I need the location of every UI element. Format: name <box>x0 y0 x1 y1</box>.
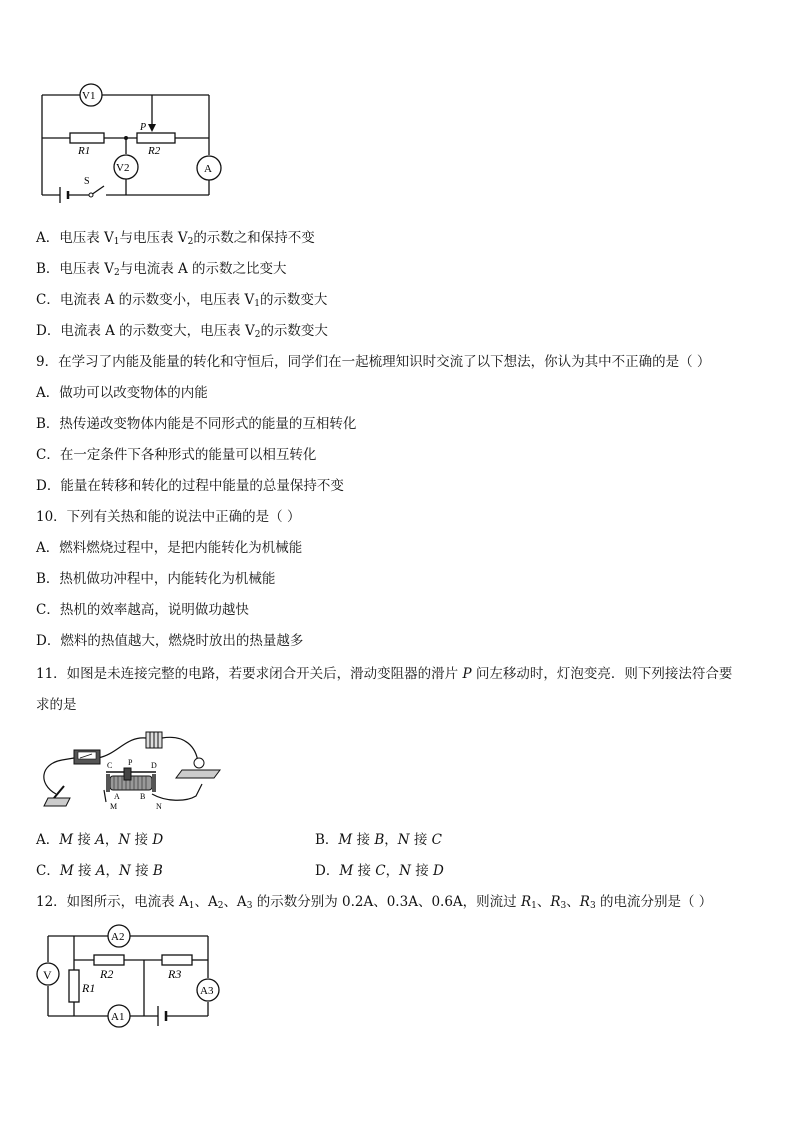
label-a3: A3 <box>200 985 214 997</box>
label-r3: R3 <box>168 967 182 981</box>
q11-option-a: A．M 接 A，N 接 D <box>36 832 164 848</box>
q10-option-d: D．燃料的热值越大，燃烧时放出的热量越多 <box>36 633 304 649</box>
label-p: P <box>128 758 133 767</box>
q8-option-c: C．电流表 A 的示数变小，电压表 $V_1$的示数变大 <box>36 292 328 309</box>
label-r1: R1 <box>78 145 91 157</box>
label-v: V <box>43 968 52 982</box>
label-p: P <box>140 122 147 133</box>
q8-option-a: A．电压表 $V_1$与电压表 $V_2$的示数之和保持不变 <box>36 230 315 247</box>
circuit-diagram-q11 <box>36 728 230 812</box>
resistor-r2 <box>137 133 175 143</box>
label-r1: R1 <box>82 981 96 995</box>
label-m: M <box>110 802 118 811</box>
label-a1: A1 <box>111 1011 125 1023</box>
label-a: A <box>114 792 120 801</box>
rheostat <box>106 768 156 792</box>
q9-option-b: B．热传递改变物体内能是不同形式的能量的互相转化 <box>36 416 357 432</box>
label-r2: R2 <box>148 145 161 157</box>
switch-pivot <box>89 193 93 197</box>
resistor-r1 <box>70 133 104 143</box>
label-d: D <box>151 761 157 770</box>
q10-stem: 10．下列有关热和能的说法中正确的是（ ） <box>36 509 301 525</box>
resistor-r2 <box>94 955 124 965</box>
q9-option-c: C．在一定条件下各种形式的能量可以相互转化 <box>36 447 317 463</box>
resistor-r3 <box>162 955 192 965</box>
q9-option-a: A．做功可以改变物体的内能 <box>36 385 208 401</box>
q8-option-b: B．电压表 $V_2$与电流表 A 的示数之比变大 <box>36 261 287 278</box>
q10-option-a: A．燃料燃烧过程中，是把内能转化为机械能 <box>36 540 303 556</box>
q9-stem: 9．在学习了内能及能量的转化和守恒后，同学们在一起梳理知识时交流了以下想法，你认为其中不正确的是（ ） <box>36 354 711 370</box>
circuit-diagram-q8 <box>36 80 226 204</box>
label-b: B <box>140 792 146 801</box>
label-a2: A2 <box>111 931 125 943</box>
q12-stem: 12．如图所示，电流表 $A_1$、$A_2$、$A_3$ 的示数分别为 0.2A、0.3A、0.6A，则流过 $R_1$、$R_3$、$R_3$ 的电流分别是（ ） <box>36 894 713 911</box>
q11-option-c: C．M 接 A，N 接 B <box>36 863 163 879</box>
circuit-diagram-q12 <box>36 922 226 1034</box>
q8-option-d: D．电流表 A 的示数变大，电压表 $V_2$的示数变大 <box>36 323 328 340</box>
label-v1: V1 <box>82 90 96 102</box>
label-s: S <box>84 176 90 187</box>
q10-option-c: C．热机的效率越高，说明做功越快 <box>36 602 249 618</box>
label-c: C <box>107 761 113 770</box>
label-a: A <box>204 163 212 175</box>
label-r2: R2 <box>100 967 114 981</box>
junction-dot <box>124 136 128 140</box>
meter-device <box>74 750 100 764</box>
label-v2: V2 <box>116 162 130 174</box>
lamp-base <box>176 758 220 778</box>
q11-option-d: D．M 接 C，N 接 D <box>315 863 444 879</box>
resistor-r1 <box>69 970 79 1002</box>
q11-stem-line1: 11．如图是未连接完整的电路，若要求闭合开关后，滑动变阻器的滑片 P 问左移动时，灯泡变亮．则下列接法符合要 <box>36 666 733 682</box>
slider-arrow <box>148 124 156 132</box>
label-n: N <box>156 802 162 811</box>
switch-base <box>44 786 70 806</box>
q11-option-b: B．M 接 B，N 接 C <box>315 832 443 848</box>
battery-pack <box>146 732 162 748</box>
q11-stem-line2: 求的是 <box>36 697 77 713</box>
q10-option-b: B．热机做功冲程中，内能转化为机械能 <box>36 571 276 587</box>
q9-option-d: D．能量在转移和转化的过程中能量的总量保持不变 <box>36 478 344 494</box>
